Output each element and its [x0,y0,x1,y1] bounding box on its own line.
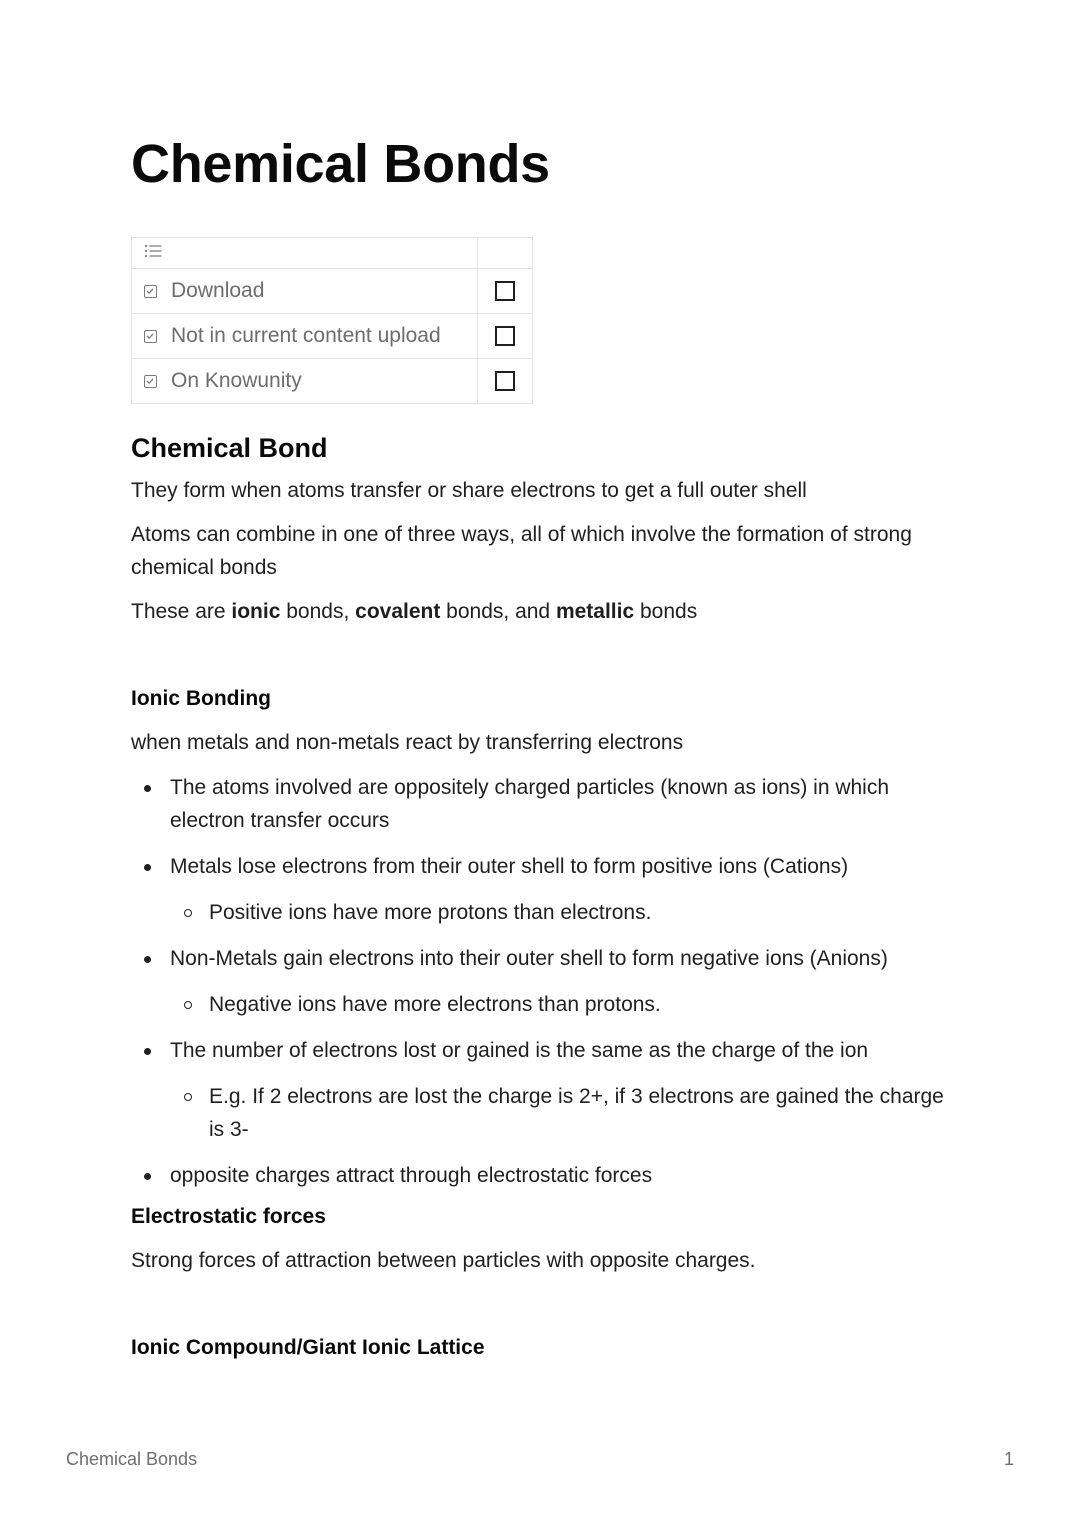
list-icon [144,241,162,265]
bold-term: ionic [231,600,281,623]
property-label-cell [132,269,478,314]
property-label-cell [132,359,478,404]
properties-header-row [132,238,533,269]
list-item-text: opposite charges attract through electrostatic forces [170,1164,653,1187]
bullet-icon [144,956,151,963]
property-label: On Knowunity [171,369,302,392]
heading-chemical-bond: Chemical Bond [131,433,328,463]
document-body [131,432,961,1364]
checkbox-property-icon [144,330,157,343]
sub-list-item-text: E.g. If 2 electrons are lost the charge is 2+, if 3 electrons are gained the charge is 3- [209,1085,944,1141]
property-label: Download [171,279,265,302]
bold-term: metallic [555,600,635,623]
list-item [131,942,961,1021]
bullet-icon [144,1048,151,1055]
property-row-on-knowunity [132,359,533,404]
properties-header-cell [132,238,478,269]
sub-list-item [170,896,961,929]
list-item [131,850,961,929]
property-value-cell [478,314,533,359]
list-item [131,1159,961,1192]
list-item-text: The atoms involved are oppositely charged particles (known as ions) in which electron transfer occurs [170,776,890,832]
sub-list-item [170,1080,961,1146]
hollow-bullet-icon [184,909,192,917]
bullet-icon [144,864,151,871]
heading-ionic-bonding: Ionic Bonding [131,687,271,710]
paragraph: when metals and non-metals react by transferring electrons [131,731,684,754]
sub-list-item [170,988,961,1021]
properties-header-cell-2 [478,238,533,269]
heading-ionic-lattice: Ionic Compound/Giant Ionic Lattice [131,1336,485,1359]
checkbox-property-icon [144,285,157,298]
sub-list [170,988,961,1021]
list-item [131,771,961,837]
sub-list [170,896,961,929]
sub-list [170,1080,961,1146]
bullet-list [131,771,961,1192]
footer-page-number: 1 [1003,1449,1014,1469]
sub-list-item-text: Negative ions have more electrons than protons. [209,993,661,1016]
property-row-download [132,269,533,314]
paragraph: Atoms can combine in one of three ways, all of which involve the formation of strong chemical bonds [131,523,912,579]
hollow-bullet-icon [184,1001,192,1009]
property-row-not-in-upload [132,314,533,359]
list-item-text: Metals lose electrons from their outer shell to form positive ions (Cations) [170,855,849,878]
not-in-upload-checkbox[interactable] [495,326,515,346]
list-item-text: The number of electrons lost or gained is the same as the charge of the ion [170,1039,869,1062]
footer-document-name: Chemical Bonds [66,1449,198,1469]
heading-electrostatic-forces: Electrostatic forces [131,1205,326,1228]
property-value-cell [478,269,533,314]
sub-list-item-text: Positive ions have more protons than electrons. [209,901,652,924]
paragraph-bond-types: These are ionic bonds, covalent bonds, and metallic bonds [131,600,698,623]
bullet-icon [144,1173,151,1180]
hollow-bullet-icon [184,1093,192,1101]
on-knowunity-checkbox[interactable] [495,371,515,391]
properties-table [131,237,533,404]
download-checkbox[interactable] [495,281,515,301]
list-item [131,1034,961,1146]
page-title: Chemical Bonds [131,134,550,194]
bullet-icon [144,785,151,792]
bold-term: covalent [355,600,441,623]
list-item-text: Non-Metals gain electrons into their outer shell to form negative ions (Anions) [170,947,888,970]
property-label: Not in current content upload [171,324,441,347]
property-value-cell [478,359,533,404]
paragraph: They form when atoms transfer or share electrons to get a full outer shell [131,479,807,502]
paragraph: Strong forces of attraction between particles with opposite charges. [131,1249,756,1272]
property-label-cell [132,314,478,359]
checkbox-property-icon [144,375,157,388]
